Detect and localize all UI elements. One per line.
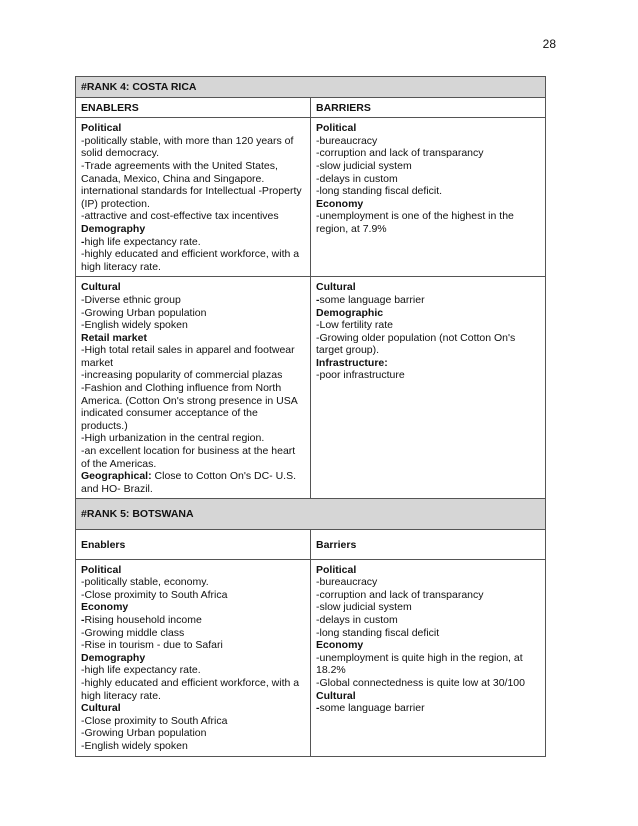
list-item: -unemployment is one of the highest in the region, at 7.9% (316, 210, 514, 235)
category-heading: Cultural (316, 689, 356, 702)
list-item: -High total retail sales in apparel and footwear market (81, 344, 295, 369)
rank-title: #RANK 5: BOTSWANA (76, 499, 546, 530)
enablers-cell (76, 559, 311, 756)
list-item: -increasing popularity of commercial plazas (81, 369, 283, 382)
list-item: -delays in custom (316, 613, 398, 626)
category-heading: Demography (81, 222, 146, 235)
list-item: -long standing fiscal deficit. (316, 185, 443, 198)
list-item: -Growing older population (not Cotton On's target group). (316, 331, 516, 357)
list-item: -long standing fiscal deficit (316, 626, 440, 639)
page-number: 28 (542, 37, 556, 51)
list-item: -high life expectancy rate. (81, 235, 201, 248)
list-item: -Global connectedness is quite low at 30/100 (316, 676, 525, 689)
list-item: -High urbanization in the central region. (81, 432, 265, 445)
category-heading: Political (81, 563, 122, 576)
country-analysis-table (75, 76, 546, 757)
list-item: -unemployment is quite high in the region, at 18.2% (316, 651, 523, 677)
list-item: -English widely spoken (81, 319, 188, 332)
category-heading: Demographic (316, 306, 384, 319)
list-item: -delays in custom (316, 172, 398, 185)
list-item: -Fashion and Clothing influence from North America. (Cotton On's strong presence in USA indicated consumer acceptance of the products.) (81, 382, 298, 432)
list-item: -Growing middle class (81, 626, 185, 639)
category-heading: Cultural (316, 281, 356, 294)
list-item: -some language barrier (316, 293, 425, 306)
category-heading: Cultural (81, 702, 121, 715)
enablers-cell (76, 118, 311, 277)
list-item: -slow judicial system (316, 159, 412, 172)
list-item: -Growing Urban population (81, 727, 207, 740)
list-item: -Low fertility rate (316, 319, 394, 332)
list-item: -highly educated and efficient workforce, with a high literacy rate. (81, 676, 300, 702)
list-item: -Diverse ethnic group (81, 293, 181, 306)
barriers-column-header: Barriers (311, 530, 546, 560)
list-item: -bureaucracy (316, 576, 378, 589)
list-item: -corruption and lack of transparancy (316, 147, 484, 160)
category-heading: Political (316, 563, 357, 576)
list-item: -corruption and lack of transparancy (316, 588, 484, 601)
category-heading: Economy (316, 197, 364, 210)
list-item: -politically stable, economy. (81, 576, 209, 589)
list-item: -attractive and cost-effective tax incentives (81, 210, 279, 223)
list-item: -Close proximity to South Africa (81, 588, 228, 601)
category-heading: Political (81, 122, 122, 135)
list-item: -highly educated and efficient workforce, with a high literacy rate. (81, 248, 300, 273)
category-heading: Economy (81, 601, 129, 614)
enablers-column-header: ENABLERS (76, 97, 311, 118)
category-heading: Infrastructure: (316, 356, 388, 369)
inline-text: Close to Cotton On's DC- U.S. and HO- Brazil. (81, 470, 296, 495)
list-item: -Rising household income (81, 613, 202, 626)
barriers-column-header: BARRIERS (311, 97, 546, 118)
barriers-cell (311, 277, 546, 499)
list-item: -Close proximity to South Africa (81, 714, 228, 727)
list-item: -bureaucracy (316, 134, 378, 147)
list-item: -slow judicial system (316, 601, 412, 614)
category-heading: Retail market (81, 331, 147, 344)
list-item: -Rise in tourism - due to Safari (81, 639, 223, 652)
list-item: -Trade agreements with the United States, Canada, Mexico, China and Singapore. international standards for Intellectual -Property (IP) protection. (81, 159, 302, 210)
list-item: -high life expectancy rate. (81, 664, 201, 677)
list-item (81, 470, 305, 495)
category-heading: Cultural (81, 281, 121, 294)
barriers-cell (311, 118, 546, 277)
list-item: -English widely spoken (81, 739, 188, 752)
category-heading: Demography (81, 651, 146, 664)
barriers-cell (311, 559, 546, 756)
list-item: -poor infrastructure (316, 369, 405, 382)
list-item: -an excellent location for business at the heart of the Americas. (81, 445, 296, 470)
category-heading: Political (316, 122, 357, 135)
category-heading: Economy (316, 639, 364, 652)
inline-label: Geographical: (81, 470, 152, 483)
list-item: -some language barrier (316, 702, 425, 715)
list-item: -politically stable, with more than 120 years of solid democracy. (81, 134, 294, 160)
enablers-cell (76, 277, 311, 499)
list-item: -Growing Urban population (81, 306, 207, 319)
enablers-column-header: Enablers (76, 530, 311, 560)
rank-title: #RANK 4: COSTA RICA (76, 77, 546, 98)
